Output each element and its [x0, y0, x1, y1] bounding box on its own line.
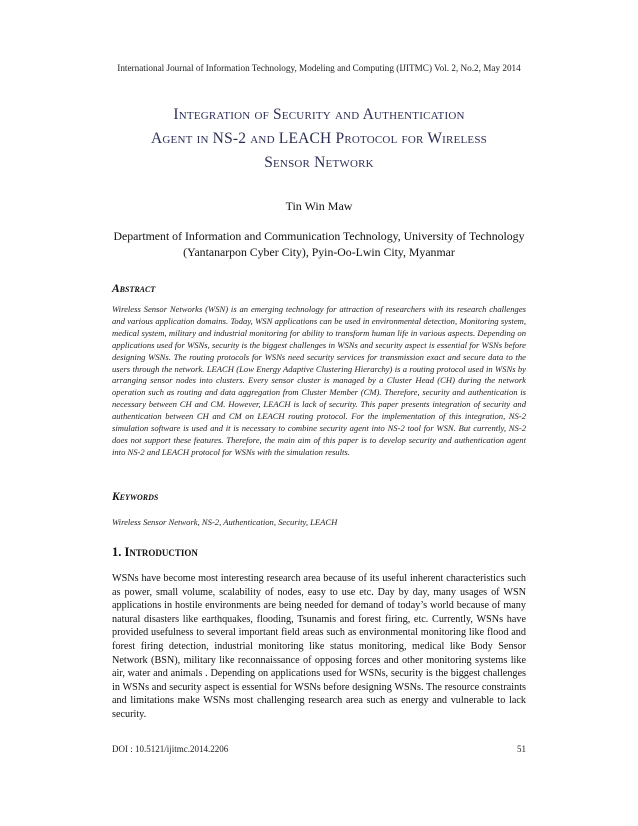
title-line-3: Sensor Network [264, 154, 374, 171]
footer-doi: DOI : 10.5121/ijitmc.2014.2206 [112, 744, 229, 754]
author-name: Tin Win Maw [285, 199, 353, 213]
keywords-body: Wireless Sensor Network, NS-2, Authentication, Security, LEACH [112, 517, 338, 527]
title-line-1: Integration of Security and Authentication [173, 106, 465, 123]
running-head: International Journal of Information Technology, Modeling and Computing (IJITMC) Vol. 2, No.2, May 2014 [117, 63, 521, 73]
abstract-heading: Abstract [112, 283, 156, 295]
affiliation-line-1: Department of Information and Communication Technology, University of Technology [113, 229, 525, 243]
abstract-body: Wireless Sensor Networks (WSN) is an emerging technology for attraction of researchers with its research challenges and various application domains. Today, WSN applications can be used in environmental detection, Monitoring system, medical system, military and industrial monitoring for ability to transform human life in various aspects. Depending on applications used for WSNs, security is the biggest challenges in WSNs and security aspect is essential for WSNs before designing WSNs. The routing protocols for WSNs need security services for transmission exact and secure data to the users through the network. LEACH (Low Energy Adaptive Clustering Hierarchy) is a routing protocol used in WSNs by arranging sensor nodes into clusters. Every sensor cluster is managed by a Cluster Head (CH) during the network operation such as routing and data aggregation from Cluster Member (CM). Therefore, security and authentication is necessary between CH and CM. However, LEACH is lack of security. This paper presents integration of security and authentication between CH and CM on LEACH routing protocol. For the implementation of this integration, NS-2 simulation software is used and it is necessary to combine security agent into NS-2 tool for WSN. But currently, NS-2 does not support these features. Therefore, the main aim of this paper is to develop security and authentication agent into NS-2 and LEACH protocol for WSNs with the simulation results. [112, 304, 526, 457]
introduction-heading: 1. Introduction [112, 545, 198, 559]
keywords-heading: Keywords [112, 491, 159, 503]
title-line-2: Agent in NS-2 and LEACH Protocol for Wireless [151, 130, 487, 147]
affiliation [80, 228, 558, 260]
page-number: 51 [517, 744, 526, 754]
introduction-body: WSNs have become most interesting research area because of its useful inherent characteristics such as power, small volume, scalability of nodes, easy to use etc. Day by day, many usages of WSN applications in hostile environments are being needed for demand of today’s world because of many natural disasters like earthquakes, flooding, Tsunamis and forest firing, etc. Currently, WSNs have provided usefulness to several important field areas such as environmental monitoring like flood and forest firing detection, industrial monitoring like status monitoring, medical like Body Sensor Network (BSN), military like reconnaissance of opposing forces and other monitoring systems like air, water and animals . Depending on applications used for WSNs, security is the biggest challenges in WSNs and security aspect is essential for WSNs before designing WSNs. The resource constraints and limitations make WSNs most challenging research area such as energy and vulnerable to lack security. [112, 573, 526, 720]
paper-title [60, 103, 578, 175]
affiliation-line-2: (Yantanarpon Cyber City), Pyin-Oo-Lwin City, Myanmar [183, 245, 455, 259]
